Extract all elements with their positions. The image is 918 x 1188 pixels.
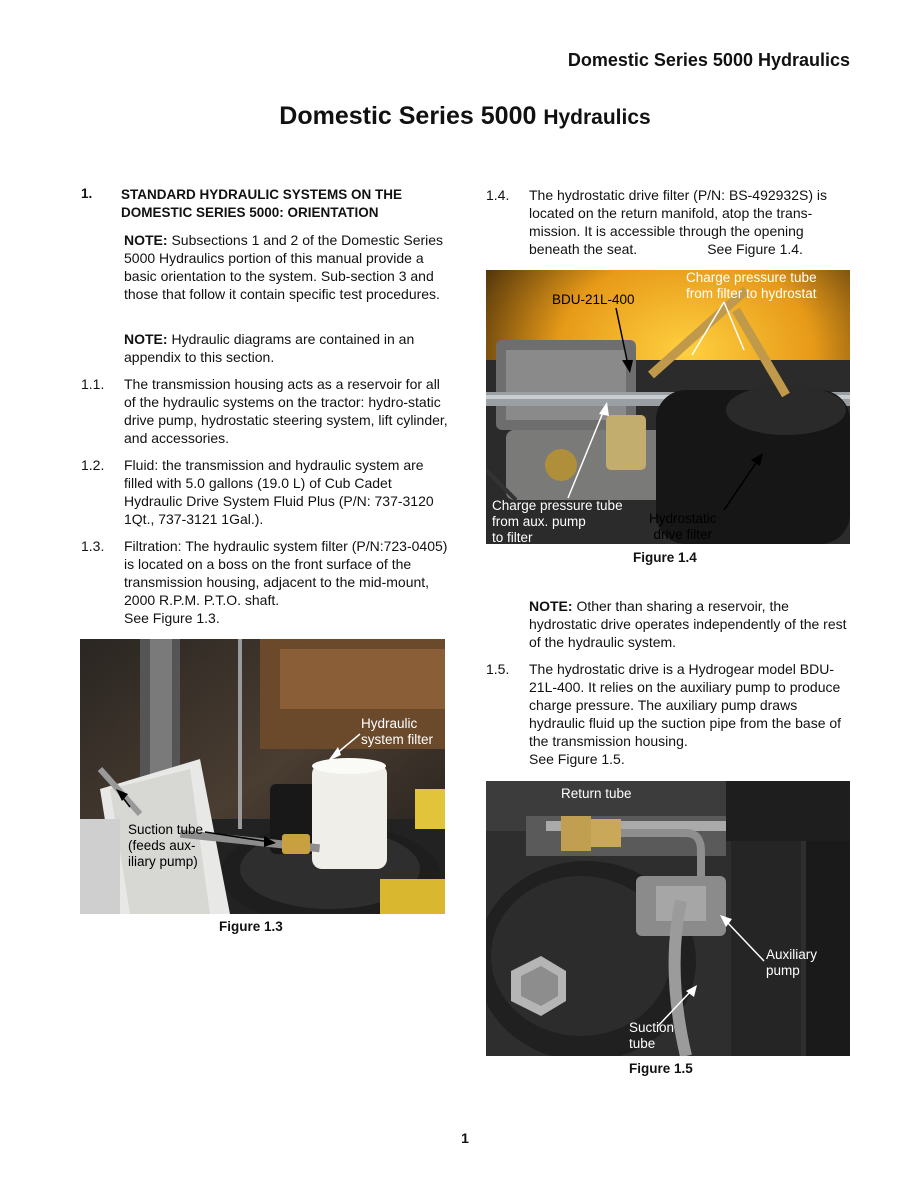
figure-1-4-caption: Figure 1.4	[633, 550, 697, 565]
figure-1-3-photo	[80, 639, 445, 914]
figure-1-4-photo	[486, 270, 850, 544]
item-1-5-body: The hydrostatic drive is a Hydrogear model BDU-21L-400. It relies on the auxiliary pump to produce charge pressure. The auxiliary pump draws hydraulic fluid up the suction pipe from the base of the transmission housing.	[529, 661, 842, 749]
label-hydraulic-filter: Hydraulic system filter	[361, 716, 434, 747]
item-1-4-body: The hydrostatic drive filter (P/N: BS-492932S) is located on the return manifold, atop the trans-mission. It is accessible through the opening beneath the seat.	[529, 187, 828, 257]
item-number: 1.5.	[486, 661, 510, 677]
label-suction-tube: Suction tube	[629, 1020, 675, 1051]
note-orientation	[124, 231, 446, 303]
note-label: NOTE:	[124, 331, 168, 347]
figure-1-3-illustration	[80, 639, 445, 914]
label-charge-tube-pump-to-filter: Charge pressure tube from aux. pump to filter	[492, 498, 623, 544]
item-1-3-text	[124, 537, 448, 627]
page-title-sub: Hydraulics	[543, 106, 651, 129]
item-number: 1.4.	[486, 187, 510, 203]
page-title	[0, 102, 918, 131]
figure-1-5-photo	[486, 781, 850, 1056]
label-hydrostatic-drive-filter: Hydrostatic drive filter	[649, 511, 717, 542]
item-number: 1.3.	[81, 538, 105, 554]
item-number: 1.2.	[81, 457, 105, 473]
note-diagrams	[124, 330, 446, 366]
label-return-tube: Return tube	[561, 786, 632, 801]
see-figure-link: See Figure 1.4.	[707, 241, 803, 257]
label-suction-tube: Suction tube (feeds aux- iliary pump)	[128, 822, 204, 869]
page-number: 1	[461, 1130, 469, 1146]
figure-1-5-illustration	[486, 781, 850, 1056]
page-title-main: Domestic Series 5000	[279, 102, 544, 130]
label-charge-tube-filter-to-hydrostat: Charge pressure tube from filter to hydrostat	[686, 270, 817, 301]
label-bdu-model: BDU-21L-400	[552, 292, 635, 307]
note-text: Subsections 1 and 2 of the Domestic Series 5000 Hydraulics portion of this manual provide a basic orientation to the system. Sub-section 3 and those that follow it contain specific test procedures.	[124, 232, 444, 302]
figure-1-5-caption: Figure 1.5	[629, 1061, 693, 1076]
item-1-4-text	[529, 186, 849, 258]
note-text: Hydraulic diagrams are contained in an appendix to this section.	[124, 331, 415, 365]
figure-1-3-caption: Figure 1.3	[219, 919, 283, 934]
note-label: NOTE:	[529, 598, 573, 614]
label-auxiliary-pump: Auxiliary pump	[766, 947, 818, 978]
item-1-2-text: Fluid: the transmission and hydraulic system are filled with 5.0 gallons (19.0 L) of Cub Cadet Hydraulic Drive System Fluid Plus (P/N: 737-3120 1Qt., 737-3121 1Gal.).	[124, 457, 434, 527]
item-number: 1.1.	[81, 376, 105, 392]
item-1-1-text: The transmission housing acts as a reservoir for all of the hydraulic systems on the tractor: hydro-static drive pump, hydrostatic steering system, lift cylinder, and accessories.	[124, 376, 448, 446]
note-text: Other than sharing a reservoir, the hydrostatic drive operates independently of the rest of the hydraulic system.	[529, 598, 847, 650]
item-1-5-text	[529, 660, 849, 768]
see-figure-link: See Figure 1.3.	[124, 610, 220, 626]
note-label: NOTE:	[124, 232, 168, 248]
item-1-3-body: Filtration: The hydraulic system filter (P/N:723-0405) is located on a boss on the front surface of the transmission housing, adjacent to the mid-mount, 2000 R.P.M. P.T.O. shaft.	[124, 538, 448, 608]
section-title: STANDARD HYDRAULIC SYSTEMS ON THE DOMESTIC SERIES 5000: ORIENTATION	[121, 187, 403, 220]
see-figure-link: See Figure 1.5.	[529, 751, 625, 767]
note-independent-drive	[529, 597, 847, 651]
section-number: 1.	[81, 186, 93, 201]
running-header: Domestic Series 5000 Hydraulics	[567, 50, 850, 70]
